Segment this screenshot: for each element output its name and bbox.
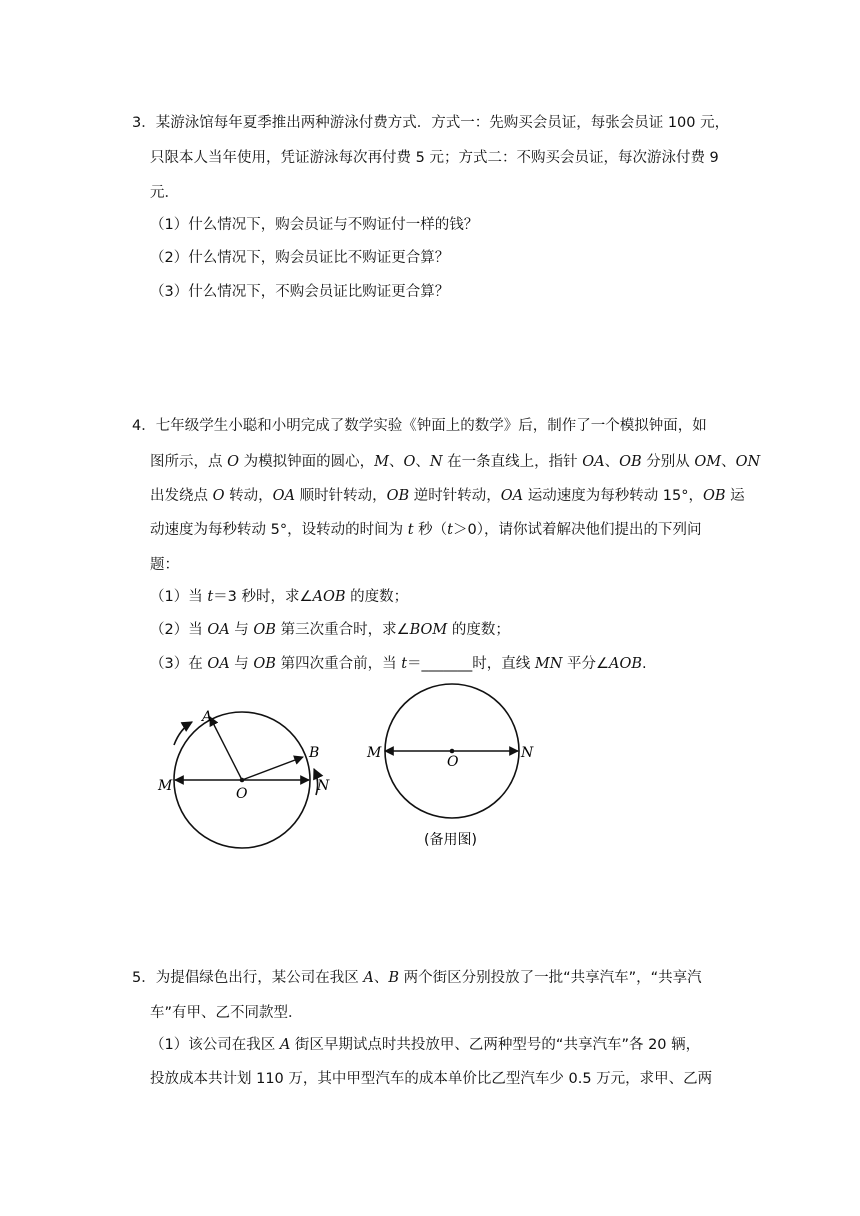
q4-line-3: 出发绕点 O 转动，OA 顺时针转动，OB 逆时针转动，OA 运动速度为每秒转动 15°，OB 运	[150, 488, 745, 504]
label-o: O	[236, 786, 248, 802]
spare-center-point	[450, 749, 455, 754]
q4-sub-2: （2）当 OA 与 OB 第三次重合时，求∠BOM 的度数；	[150, 622, 510, 638]
spare-clock-figure	[360, 682, 540, 852]
q3-sub-2: （2）什么情况下，购会员证比不购证更合算？	[150, 250, 450, 266]
q3-sub-3: （3）什么情况下，不购会员证比购证更合算？	[150, 284, 450, 300]
q4-sub-1: （1）当 t＝3 秒时，求∠AOB 的度数；	[150, 589, 409, 605]
q4-sub-3: （3）在 OA 与 OB 第四次重合前，当 t＝_______时，直线 MN 平分∠AOB.	[150, 656, 647, 672]
label-a: A	[202, 709, 213, 725]
clockwise-arrow-icon	[174, 722, 192, 745]
q5-line-2: 车”有甲、乙不同款型．	[150, 1005, 303, 1021]
pointer-ob	[242, 757, 303, 780]
q4-line-1: 4．七年级学生小聪和小明完成了数学实验《钟面上的数学》后，制作了一个模拟钟面，如	[132, 418, 707, 434]
spare-figure-caption: (备用图)	[424, 832, 477, 848]
pointer-oa	[210, 717, 242, 780]
q4-line-5: 题：	[150, 557, 179, 573]
q3-line-2: 只限本人当年使用，凭证游泳每次再付费 5 元；方式二：不购买会员证，每次游泳付费 9	[150, 150, 719, 166]
q3-sub-1: （1）什么情况下，购会员证与不购证付一样的钱？	[150, 217, 479, 233]
q4-line-2: 图所示，点 O 为模拟钟面的圆心，M、O、N 在一条直线上，指针 OA、OB 分别从 OM、ON	[150, 454, 761, 470]
q5-line-4: 投放成本共计划 110 万，其中甲型汽车的成本单价比乙型汽车少 0.5 万元，求甲、乙两	[150, 1071, 713, 1087]
q5-line-3: （1）该公司在我区 A 街区早期试点时共投放甲、乙两种型号的“共享汽车”各 20 辆，	[150, 1037, 701, 1053]
spare-label-o: O	[447, 754, 459, 770]
label-m: M	[158, 778, 173, 794]
clock-figure	[150, 700, 350, 860]
center-point	[240, 778, 245, 783]
q3-line-1: 3．某游泳馆每年夏季推出两种游泳付费方式．方式一：先购买会员证，每张会员证 100 元，	[132, 115, 730, 131]
label-n: N	[317, 778, 330, 794]
label-b: B	[309, 745, 320, 761]
q5-line-1: 5．为提倡绿色出行，某公司在我区 A、B 两个街区分别投放了一批“共享汽车”，“共享汽	[132, 970, 702, 986]
spare-label-m: M	[367, 745, 382, 761]
spare-label-n: N	[521, 745, 534, 761]
q4-line-4: 动速度为每秒转动 5°，设转动的时间为 t 秒（t＞0），请你试着解决他们提出的下列问	[150, 522, 702, 538]
q3-line-3: 元．	[150, 185, 179, 201]
